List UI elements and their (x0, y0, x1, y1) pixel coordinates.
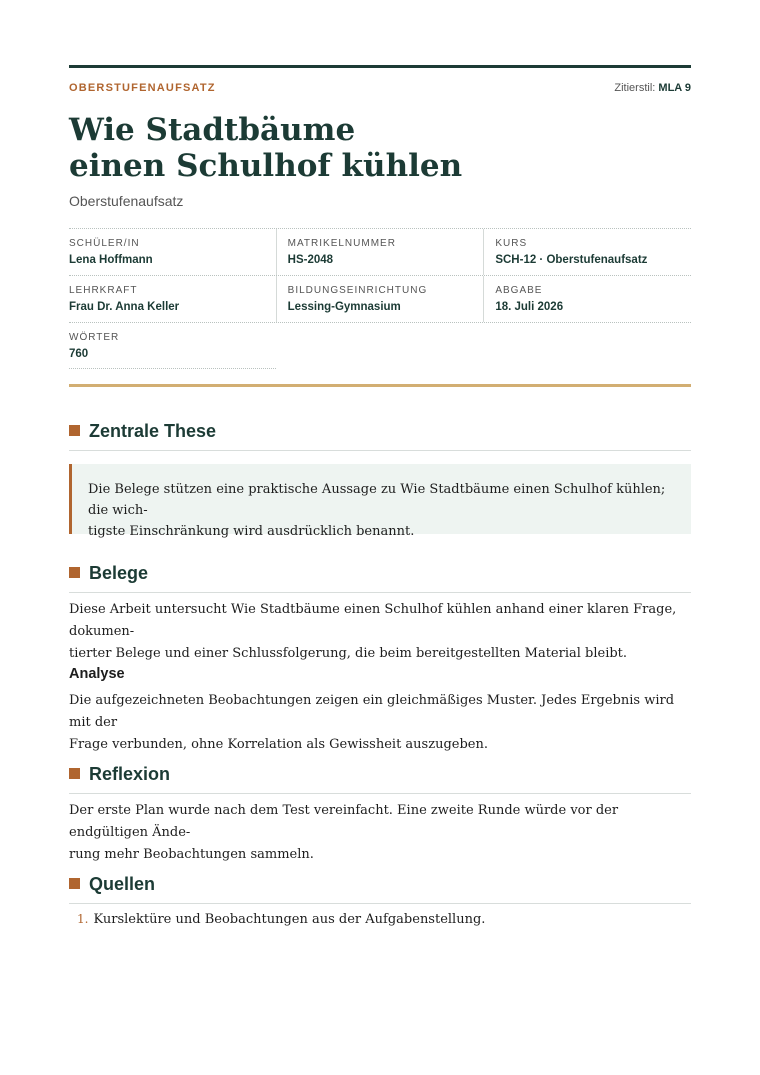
meta-label: BILDUNGSEINRICHTUNG (287, 285, 428, 296)
meta-value: HS-2048 (287, 254, 334, 266)
evidence-line-1: Diese Arbeit untersucht Wie Stadtbäume einen Schulhof kühlen anhand einer klaren Frage, dokumen- (69, 602, 677, 639)
reflection-line-2: rung mehr Beobachtungen sammeln. (69, 847, 314, 862)
meta-label: SCHÜLER/IN (69, 238, 140, 249)
section-title: Quellen (89, 874, 156, 894)
top-rule (69, 65, 691, 68)
square-bullet-icon (69, 425, 80, 436)
metadata-table (69, 228, 691, 369)
square-bullet-icon (69, 878, 80, 889)
analysis-paragraph (69, 690, 691, 756)
meta-label: MATRIKELNUMMER (287, 238, 396, 249)
section-heading-evidence (69, 563, 691, 593)
section-title: Zentrale These (89, 421, 217, 441)
meta-label: LEHRKRAFT (69, 285, 138, 296)
section-heading-thesis (69, 421, 691, 451)
document-title (69, 112, 691, 184)
meta-school (276, 276, 484, 322)
citation-style (614, 82, 691, 94)
meta-row (69, 228, 691, 275)
section-title: Belege (89, 563, 149, 583)
meta-row (69, 322, 691, 369)
document-subtitle: Oberstufenaufsatz (69, 193, 184, 209)
title-line-2: einen Schulhof kühlen (69, 148, 463, 184)
citation-label: Zitierstil: (614, 82, 656, 94)
meta-value: 760 (69, 348, 89, 360)
meta-value: Frau Dr. Anna Keller (69, 301, 180, 313)
evidence-line-2: tierter Belege und einer Schlussfolgerung, die beim bereitgestellten Material bleibt. (69, 646, 628, 661)
citation-value: MLA 9 (658, 82, 691, 94)
section-heading-reflection (69, 764, 691, 794)
meta-words (69, 323, 276, 369)
meta-label: WÖRTER (69, 332, 120, 343)
reflection-paragraph (69, 800, 691, 866)
reflection-line-1: Der erste Plan wurde nach dem Test vereinfacht. Eine zweite Runde würde vor der endgültigen Ände- (69, 803, 619, 840)
meta-label: KURS (495, 238, 528, 249)
meta-value: SCH-12 · Oberstufenaufsatz (495, 254, 648, 266)
section-title: Reflexion (89, 764, 171, 784)
thesis-text-line-2: tigste Einschränkung wird ausdrücklich benannt. (88, 524, 415, 539)
meta-teacher (69, 276, 276, 322)
evidence-paragraph (69, 599, 691, 665)
meta-row (69, 275, 691, 322)
square-bullet-icon (69, 567, 80, 578)
meta-due (483, 276, 691, 322)
analysis-line-2: Frage verbunden, ohne Korrelation als Gewissheit auszugeben. (69, 737, 488, 752)
source-list-item (69, 912, 485, 927)
title-line-1: Wie Stadtbäume (69, 112, 356, 148)
thesis-text-line-1: Die Belege stützen eine praktische Aussage zu Wie Stadtbäume einen Schulhof kühlen; die wich- (88, 482, 666, 518)
meta-label: ABGABE (495, 285, 543, 296)
thesis-callout (69, 464, 691, 539)
source-text: Kurslektüre und Beobachtungen aus der Aufgabenstellung. (93, 912, 486, 927)
meta-value: Lena Hoffmann (69, 254, 153, 266)
meta-id (276, 229, 484, 275)
meta-value: 18. Juli 2026 (495, 301, 564, 313)
meta-value: Lessing-Gymnasium (287, 301, 401, 313)
subheading-analysis: Analyse (69, 666, 125, 682)
section-heading-sources (69, 874, 691, 904)
header-divider (69, 384, 691, 387)
analysis-line-1: Die aufgezeichneten Beobachtungen zeigen ein gleichmäßiges Muster. Jedes Ergebnis wird mit der (69, 693, 675, 730)
source-number: 1. (77, 912, 89, 926)
meta-student (69, 229, 276, 275)
document-kicker: OBERSTUFENAUFSATZ (69, 82, 216, 94)
square-bullet-icon (69, 768, 80, 779)
meta-course (483, 229, 691, 275)
